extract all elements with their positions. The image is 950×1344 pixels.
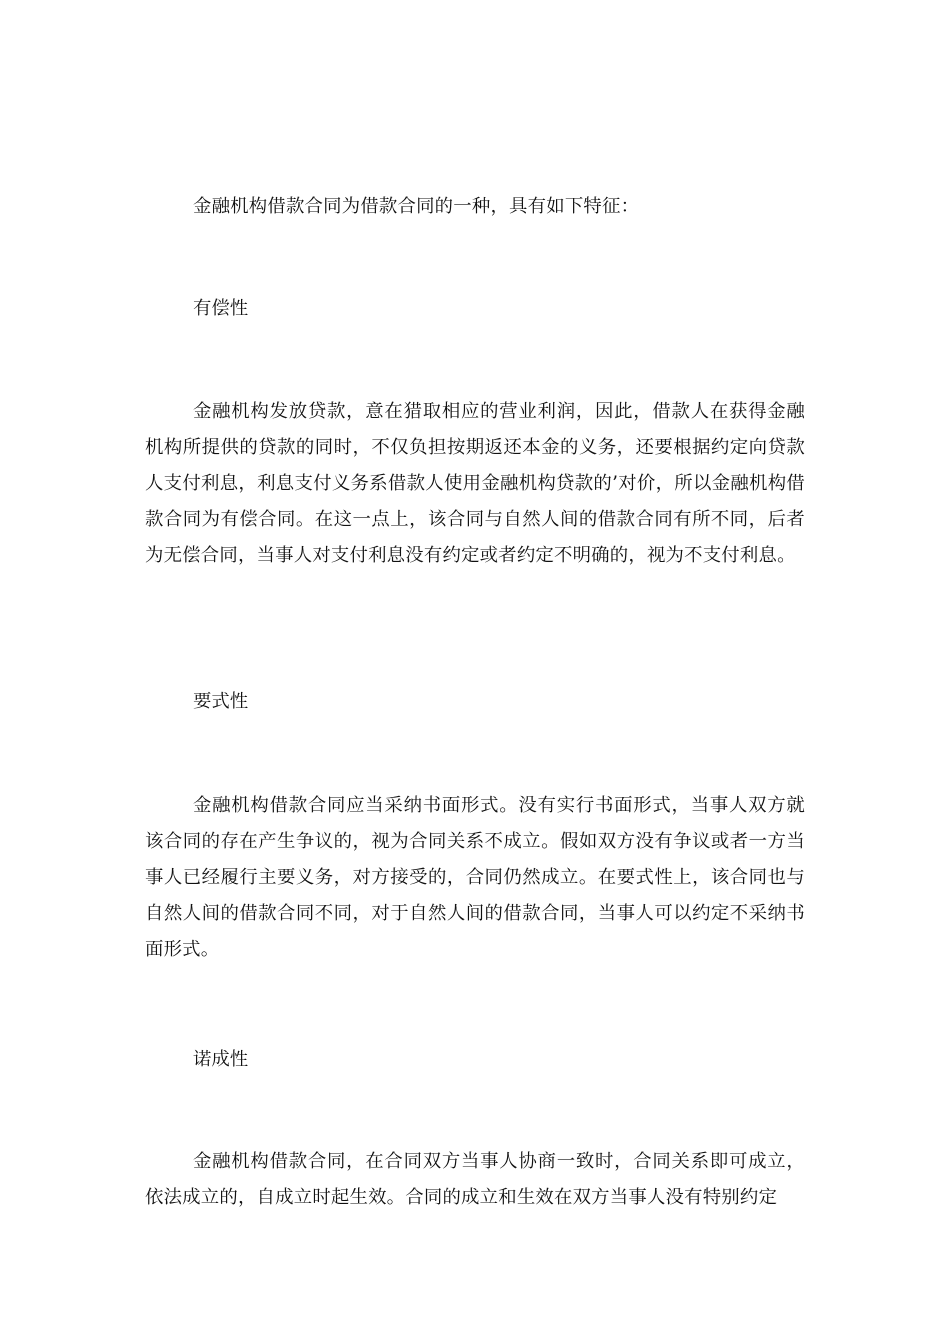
section-heading-compensated: 有偿性 [193, 298, 249, 319]
section-body-compensated: 金融机构发放贷款，意在猎取相应的营业利润，因此，借款人在获得金融机构所提供的贷款的同时，不仅负担按期返还本金的义务，还要根据约定向贷款人支付利息，利息支付义务系借款人使用金融机构贷款的’对价，所以金融机构借款合同为有偿合同。在这一点上，该合同与自然人间的借款合同有所不同，后者为无偿合同，当事人对支付利息没有约定或者约定不明确的，视为不支付利息。 [145, 401, 805, 566]
section-body-consensual: 金融机构借款合同，在合同双方当事人协商一致时，合同关系即可成立，依法成立的，自成立时起生效。合同的成立和生效在双方当事人没有特别约定 [145, 1151, 805, 1208]
intro-paragraph: 金融机构借款合同为借款合同的一种，具有如下特征： [193, 196, 640, 217]
section-body-formal: 金融机构借款合同应当采纳书面形式。没有实行书面形式，当事人双方就该合同的存在产生争议的，视为合同关系不成立。假如双方没有争议或者一方当事人已经履行主要义务，对方接受的，合同仍然成立。在要式性上，该合同也与自然人间的借款合同不同，对于自然人间的借款合同，当事人可以约定不采纳书面形式。 [145, 795, 805, 960]
section-heading-formal: 要式性 [193, 691, 249, 712]
section-heading-consensual: 诺成性 [193, 1049, 249, 1070]
